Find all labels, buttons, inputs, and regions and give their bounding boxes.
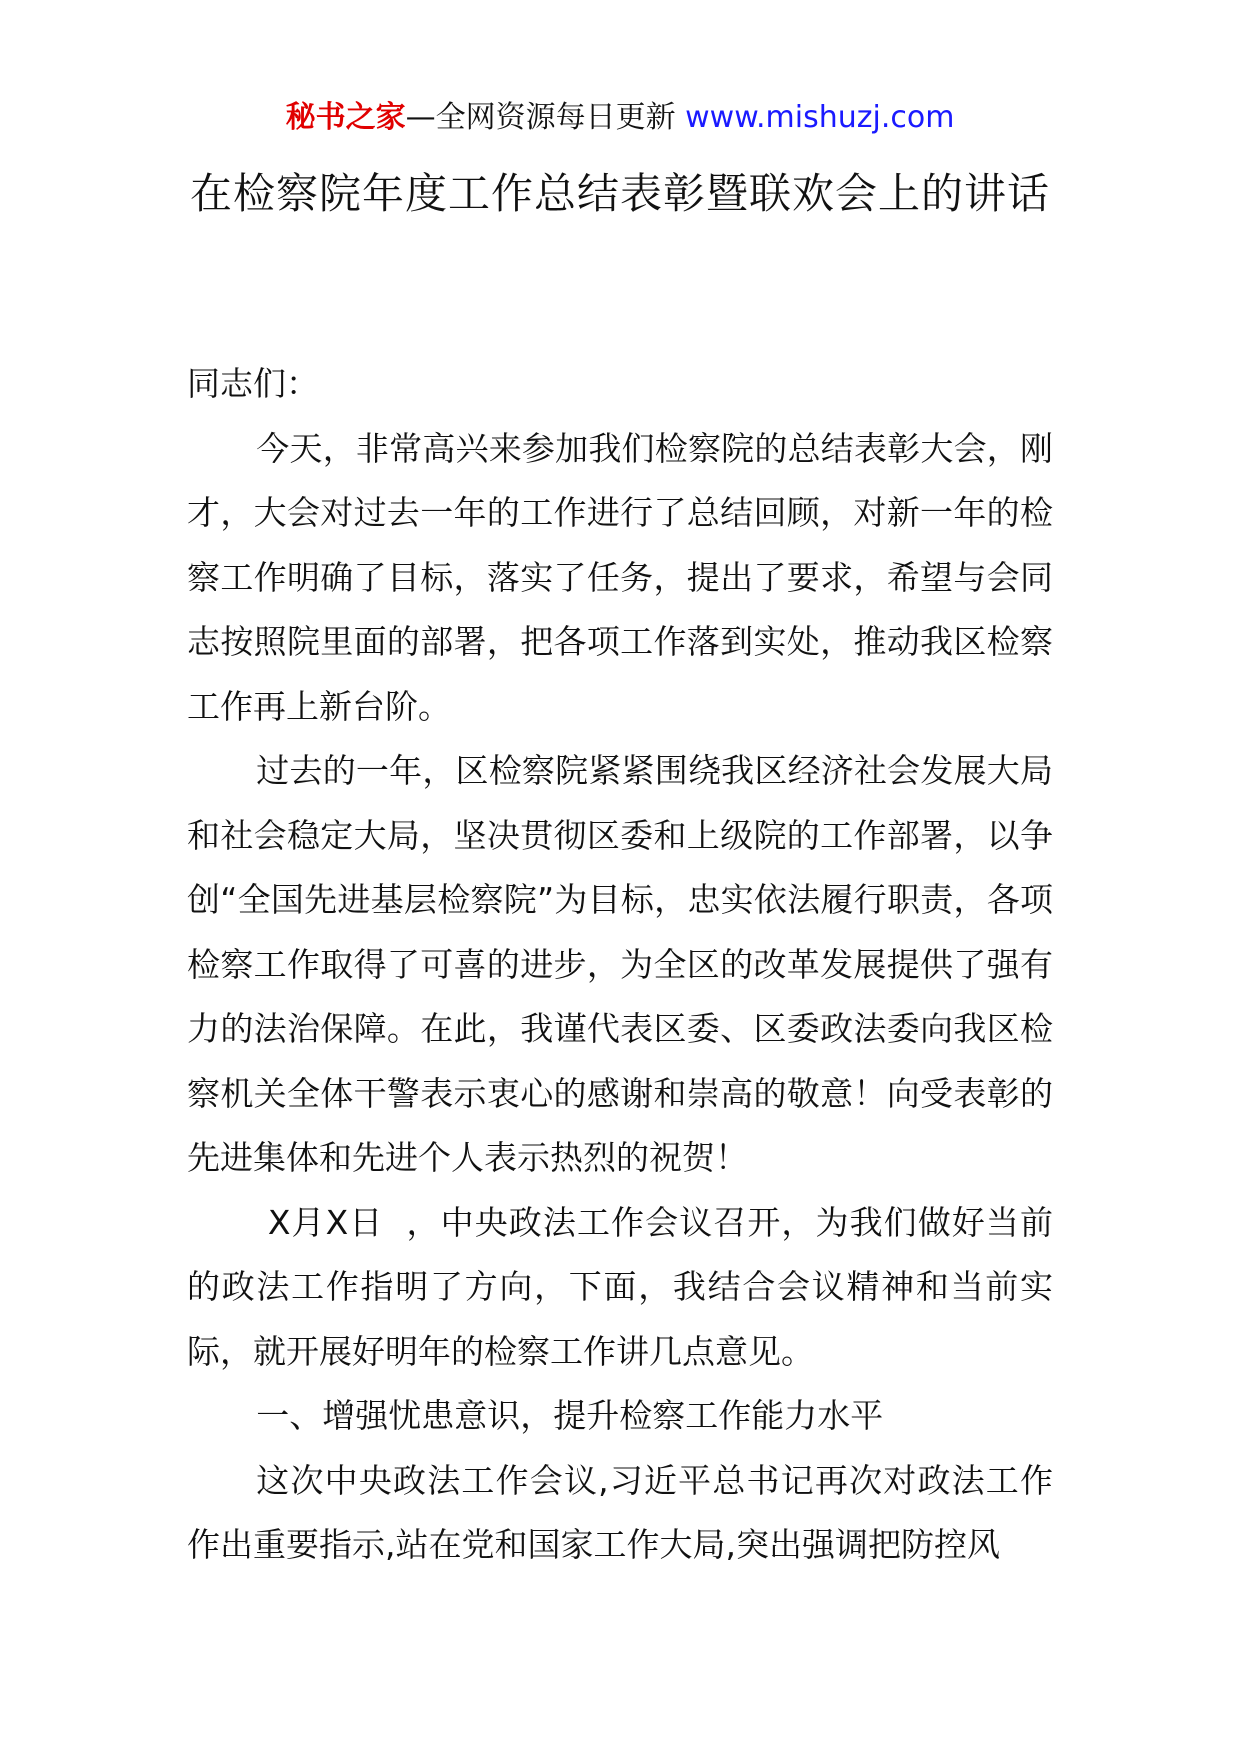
- salutation: 同志们：: [187, 364, 319, 403]
- body-paragraph: 今天，非常高兴来参加我们检察院的总结表彰大会，刚才，大会对过去一年的工作进行了总结回顾，对新一年的检察工作明确了目标，落实了任务，提出了要求，希望与会同志按照院里面的部署，把各项工作落到实处，推动我区检察工作再上新台阶。: [187, 428, 1053, 726]
- site-brand: 秘书之家: [285, 100, 406, 135]
- body-paragraph: 过去的一年，区检察院紧紧围绕我区经济社会发展大局和社会稳定大局，坚决贯彻区委和上级院的工作部署，以争创“全国先进基层检察院”为目标，忠实依法履行职责，各项检察工作取得了可喜的进步，为全区的改革发展提供了强有力的法治保障。在此，我谨代表区委、区委政法委向我区检察机关全体干警表示衷心的感谢和崇高的敬意！向受表彰的先进集体和先进个人表示热烈的祝贺！: [187, 751, 1053, 1177]
- section-paragraph: 这次中央政法工作会议,习近平总书记再次对政法工作作出重要指示,站在党和国家工作大局,突出强调把防控风: [187, 1460, 1053, 1564]
- document-title: 在检察院年度工作总结表彰暨联欢会上的讲话: [189, 169, 1050, 218]
- section-heading: 一、增强忧患意识，提升检察工作能力水平: [256, 1396, 884, 1435]
- site-header: [0, 98, 1240, 138]
- document-body: [187, 352, 1053, 1578]
- site-slogan: —全网资源每日更新: [405, 100, 686, 135]
- body-paragraph: X月X日 ，中央政法工作会议召开，为我们做好当前的政法工作指明了方向，下面，我结合会议精神和当前实际，就开展好明年的检察工作讲几点意见。: [187, 1202, 1053, 1371]
- site-url[interactable]: www.mishuzj.com: [685, 100, 955, 135]
